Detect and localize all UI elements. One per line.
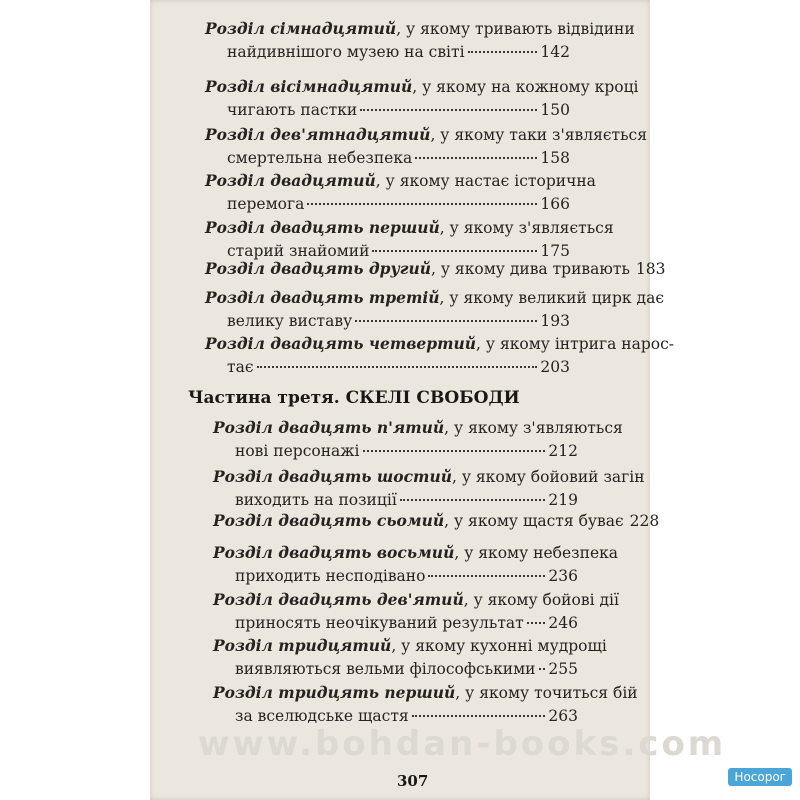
toc-entry: Розділ двадцятий, у якому настає історична перемога 166 xyxy=(205,171,596,213)
store-logo: Носорог xyxy=(728,768,792,786)
toc-entry: Розділ вісімнадцятий, у якому на кожному кроці чигають пастки 150 xyxy=(205,77,639,119)
toc-entry: Розділ двадцять восьмий, у якому небезпека приходить несподівано 236 xyxy=(213,543,619,585)
toc-entry: Розділ двадцять дев'ятий, у якому бойові дії приносять неочікуваний результат 246 xyxy=(213,590,619,632)
toc-entry: Розділ двадцять другий, у якому дива тривають 183 xyxy=(205,259,666,278)
page-number: 307 xyxy=(397,772,429,790)
toc-entry: Розділ двадцять третій, у якому великий цирк дає велику виставу 193 xyxy=(205,288,665,330)
toc-entry: Розділ сімнадцятий, у якому тривають відвідини найдивнішого музею на світі 142 xyxy=(205,19,635,61)
part-title: Частина третя. СКЕЛІ СВОБОДИ xyxy=(188,388,520,408)
book-page xyxy=(150,0,727,800)
toc-entry: Розділ двадцять перший, у якому з'являється старий знайомий 175 xyxy=(205,218,614,260)
toc-entry: Розділ двадцять шостий, у якому бойовий загін виходить на позиції 219 xyxy=(213,467,645,509)
toc-entry: Розділ тридцять перший, у якому точиться бій за вселюдське щастя 263 xyxy=(213,683,638,725)
toc-entry: Розділ двадцять четвертий, у якому інтрига нарос- тає 203 xyxy=(205,334,674,376)
toc-entry: Розділ двадцять сьомий, у якому щастя буває 228 xyxy=(213,511,660,530)
toc-entry: Розділ дев'ятнадцятий, у якому таки з'являється смертельна небезпека 158 xyxy=(205,125,648,167)
toc-entry: Розділ двадцять п'ятий, у якому з'являються нові персонажі 212 xyxy=(213,418,623,460)
toc-entry: Розділ тридцятий, у якому кухонні мудрощі виявляються вельми філософськими 255 xyxy=(213,636,607,678)
watermark: www.bohdan-books.com xyxy=(198,724,727,764)
